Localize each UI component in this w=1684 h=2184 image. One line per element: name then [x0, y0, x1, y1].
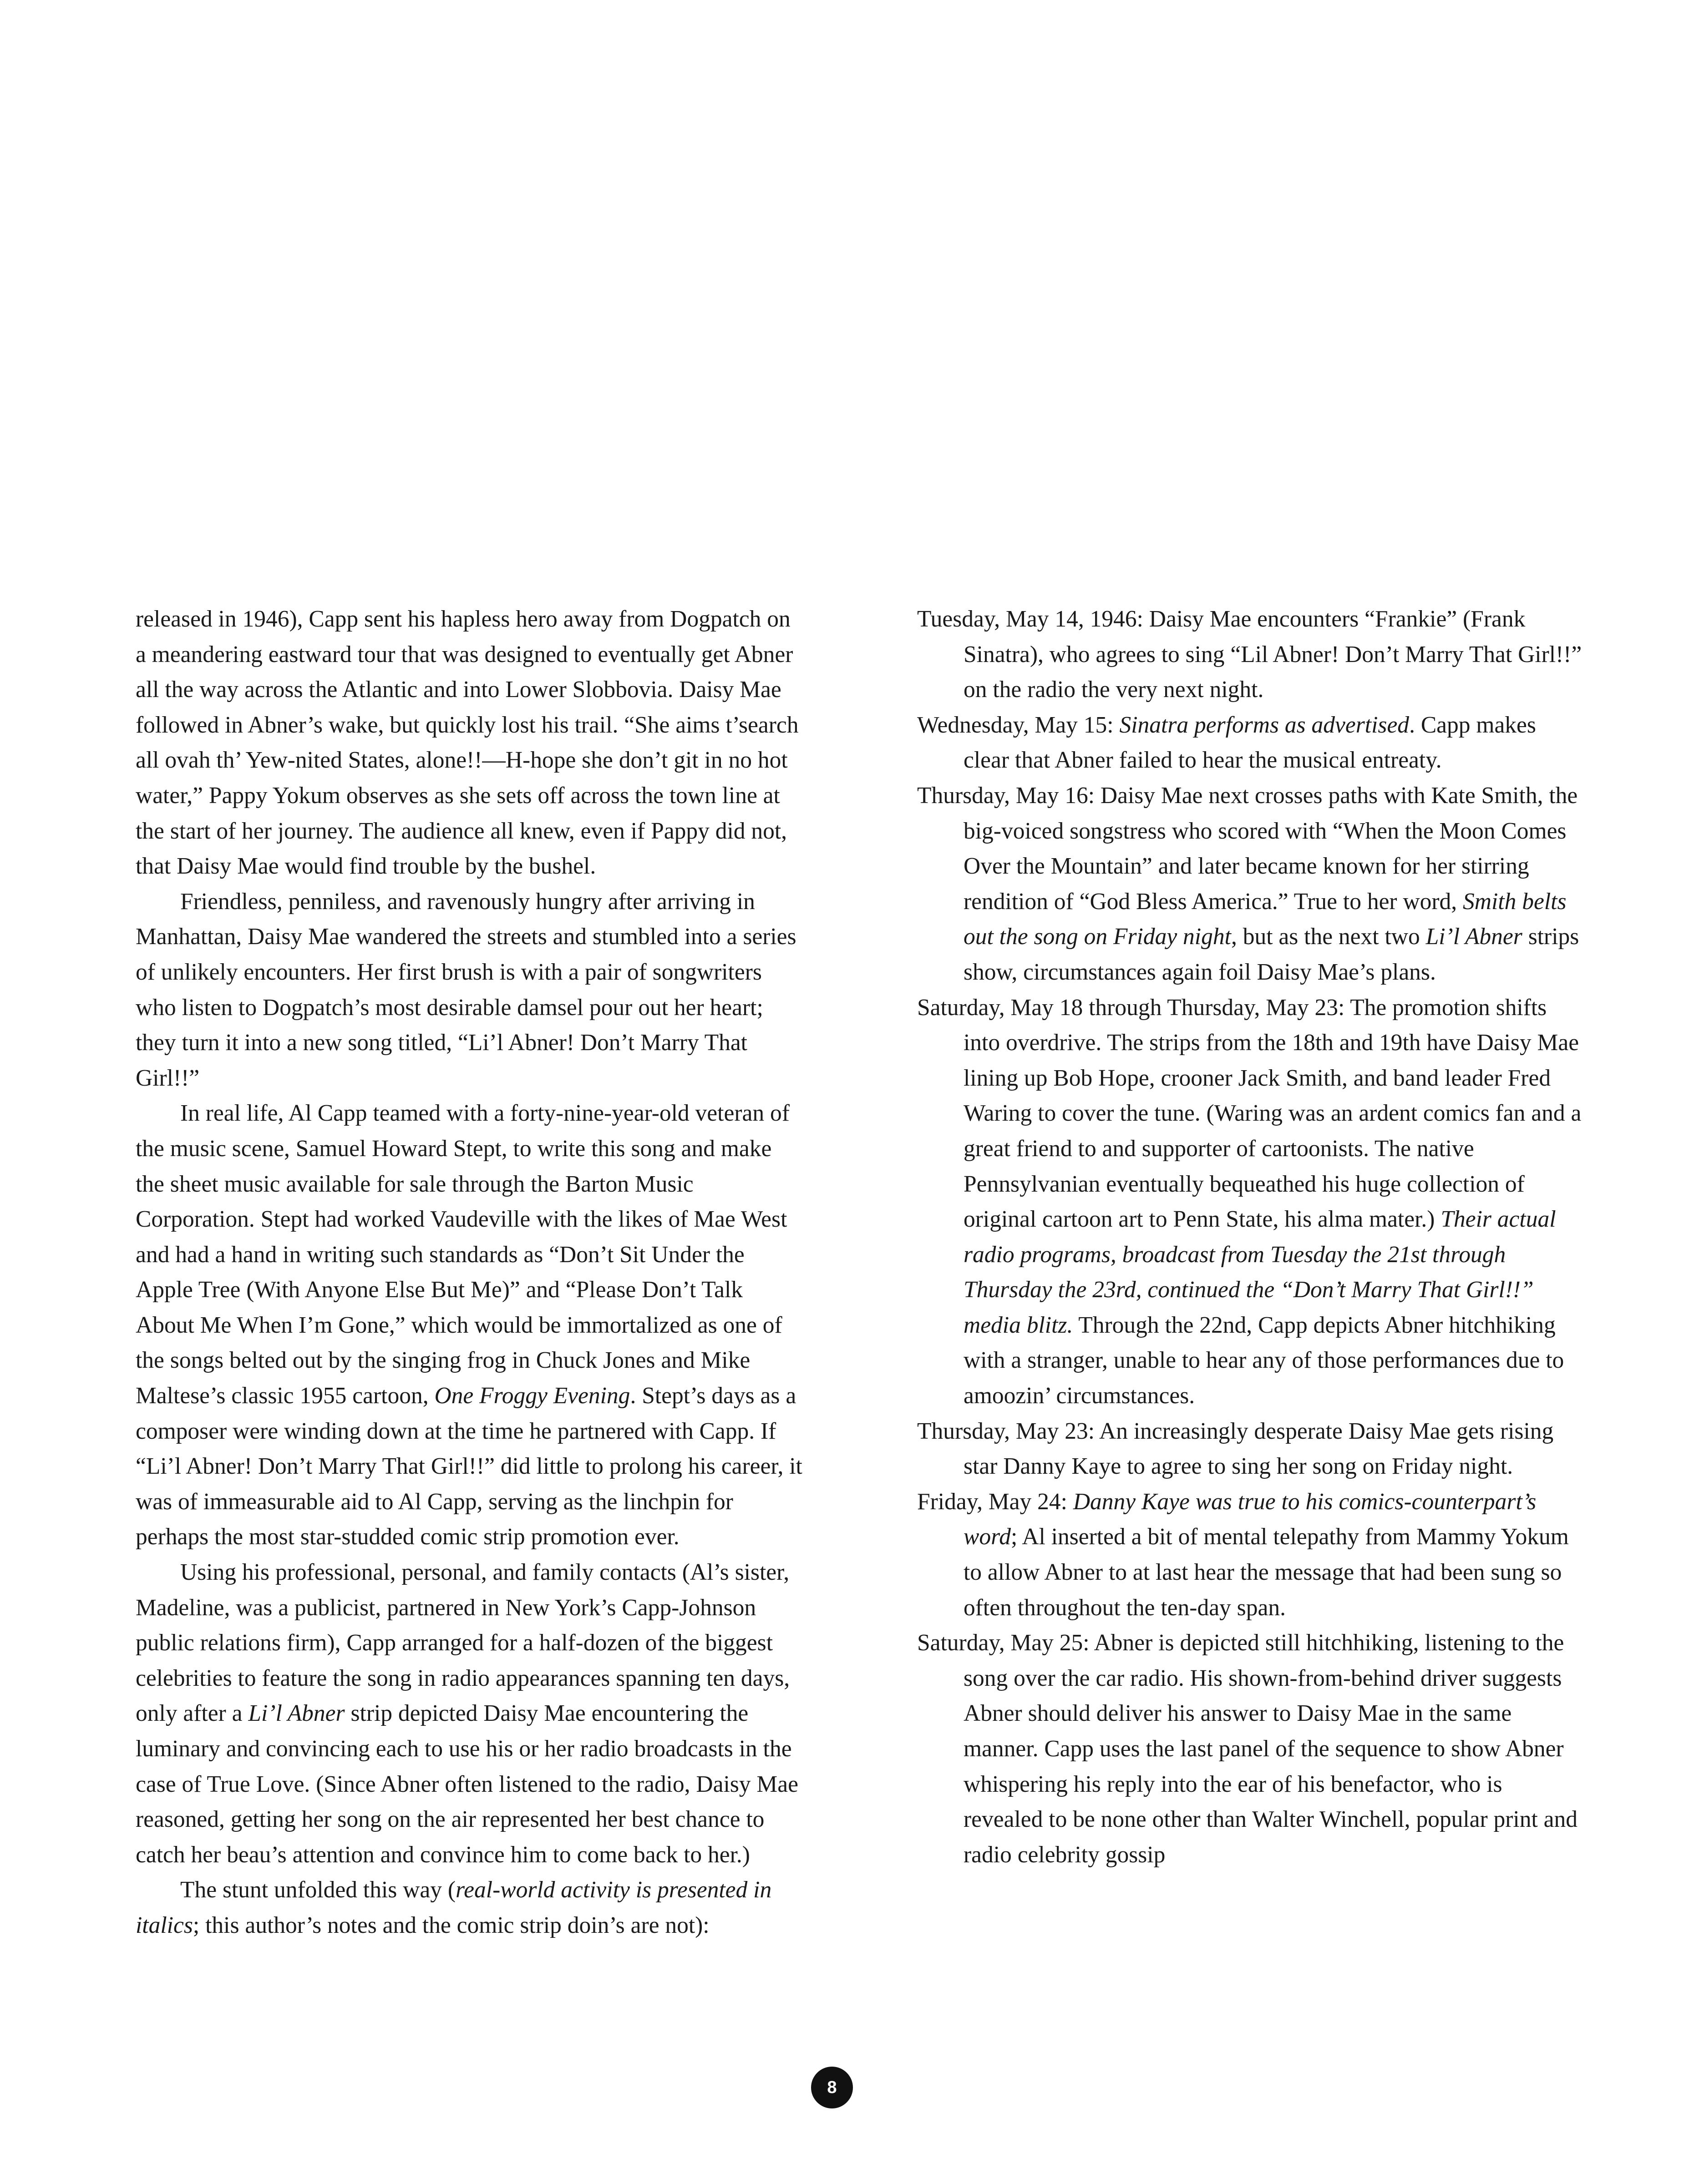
timeline-entry-may-25: Saturday, May 25: Abner is depicted still hitchhiking, listening to the song over the car radio. His shown-from-behind driver suggests Abner should deliver his answer to Daisy Mae in the same manner. Capp uses the last panel of the sequence to show Abner whispering his reply into the ear of his benefactor, who is revealed to be none other than Walter Winchell, popular print and radio celebrity gossip	[917, 1630, 1578, 1868]
paragraph-2: Friendless, penniless, and ravenously hungry after arriving in Manhattan, Daisy Mae wandered the streets and stumbled into a series of unlikely encounters. Her first brush is with a pair of songwriters who listen to Dogpatch’s most desirable damsel pour out her heart; they turn it into a new song titled, “Li’l Abner! Don’t Marry That Girl!!”	[136, 888, 796, 1091]
paragraph-3: In real life, Al Capp teamed with a forty-nine-year-old veteran of the music scene, Samuel Howard Stept, to write this song and make the sheet music available for sale through the Barton Music Corporation. Stept had worked Vaudeville with the likes of Mae West and had a hand in writing such standards as “Don’t Sit Under the Apple Tree (With Anyone Else But Me)” and “Please Don’t Talk About Me When I’m Gone,” which would be immortalized as one of the songs belted out by the singing frog in Chuck Jones and Mike Maltese’s classic 1955 cartoon, One Froggy Evening. Stept’s days as a composer were winding down at the time he partnered with Capp. If “Li’l Abner! Don’t Marry That Girl!!” did little to prolong his career, it was of immeasurable aid to Al Capp, serving as the linchpin for perhaps the most star-studded comic strip promotion ever.	[136, 1100, 802, 1550]
timeline-entry-may-14: Tuesday, May 14, 1946: Daisy Mae encounters “Frankie” (Frank Sinatra), who agrees to sing “Lil Abner! Don’t Marry That Girl!!” on the radio the very next night.	[917, 606, 1582, 703]
paragraph-1: released in 1946), Capp sent his hapless hero away from Dogpatch on a meandering eastward tour that was designed to eventually get Abner all the way across the Atlantic and into Lower Slobbovia. Daisy Mae followed in Abner’s wake, but quickly lost his trail. “She aims t’search all ovah th’ Yew-nited States, alone!!—H-hope she don’t git in no hot water,” Pappy Yokum observes as she sets off across the town line at the start of her journey. The audience all knew, even if Pappy did not, that Daisy Mae would find trouble by the bushel.	[136, 606, 799, 880]
page-number: 8	[827, 2078, 837, 2097]
paragraph-5: The stunt unfolded this way (real-world activity is presented in italics; this author’s notes and the comic strip doin’s are not):	[136, 1877, 772, 1938]
timeline-entry-may-15: Wednesday, May 15: Sinatra performs as advertised. Capp makes clear that Abner failed to hear the musical entreaty.	[917, 712, 1536, 774]
left-column	[136, 602, 806, 1943]
timeline-entry-may-24: Friday, May 24: Danny Kaye was true to his comics-counterpart’s word; Al inserted a bit of mental telepathy from Mammy Yokum to allow Abner to at last hear the message that had been sung so often throughout the ten-day span.	[917, 1488, 1569, 1621]
timeline-entry-may-23: Thursday, May 23: An increasingly desperate Daisy Mae gets rising star Danny Kaye to agree to sing her song on Friday night.	[917, 1418, 1554, 1480]
paragraph-4: Using his professional, personal, and family contacts (Al’s sister, Madeline, was a publicist, partnered in New York’s Capp-Johnson public relations firm), Capp arranged for a half-dozen of the biggest celebrities to feature the song in radio appearances spanning ten days, only after a Li’l Abner strip depicted Daisy Mae encountering the luminary and convincing each to use his or her radio broadcasts in the case of True Love. (Since Abner often listened to the radio, Daisy Mae reasoned, getting her song on the air represented her best chance to catch her beau’s attention and convince him to come back to her.)	[136, 1559, 798, 1868]
page-number-badge	[811, 2067, 853, 2108]
timeline-entry-may-18-23: Saturday, May 18 through Thursday, May 23: The promotion shifts into overdrive. The strips from the 18th and 19th have Daisy Mae lining up Bob Hope, crooner Jack Smith, and band leader Fred Waring to cover the tune. (Waring was an ardent comics fan and a great friend to and supporter of cartoonists. The native Pennsylvanian eventually bequeathed his huge collection of original cartoon art to Penn State, his alma mater.) Their actual radio programs, broadcast from Tuesday the 21st through Thursday the 23rd, continued the “Don’t Marry That Girl!!” media blitz. Through the 22nd, Capp depicts Abner hitchhiking with a stranger, unable to hear any of those performances due to amoozin’ circumstances.	[917, 994, 1582, 1409]
timeline-entry-may-16: Thursday, May 16: Daisy Mae next crosses paths with Kate Smith, the big-voiced songstress who scored with “When the Moon Comes Over the Mountain” and later became known for her stirring rendition of “God Bless America.” True to her word, Smith belts out the song on Friday night, but as the next two Li’l Abner strips show, circumstances again foil Daisy Mae’s plans.	[917, 782, 1579, 985]
right-column	[917, 602, 1587, 1872]
